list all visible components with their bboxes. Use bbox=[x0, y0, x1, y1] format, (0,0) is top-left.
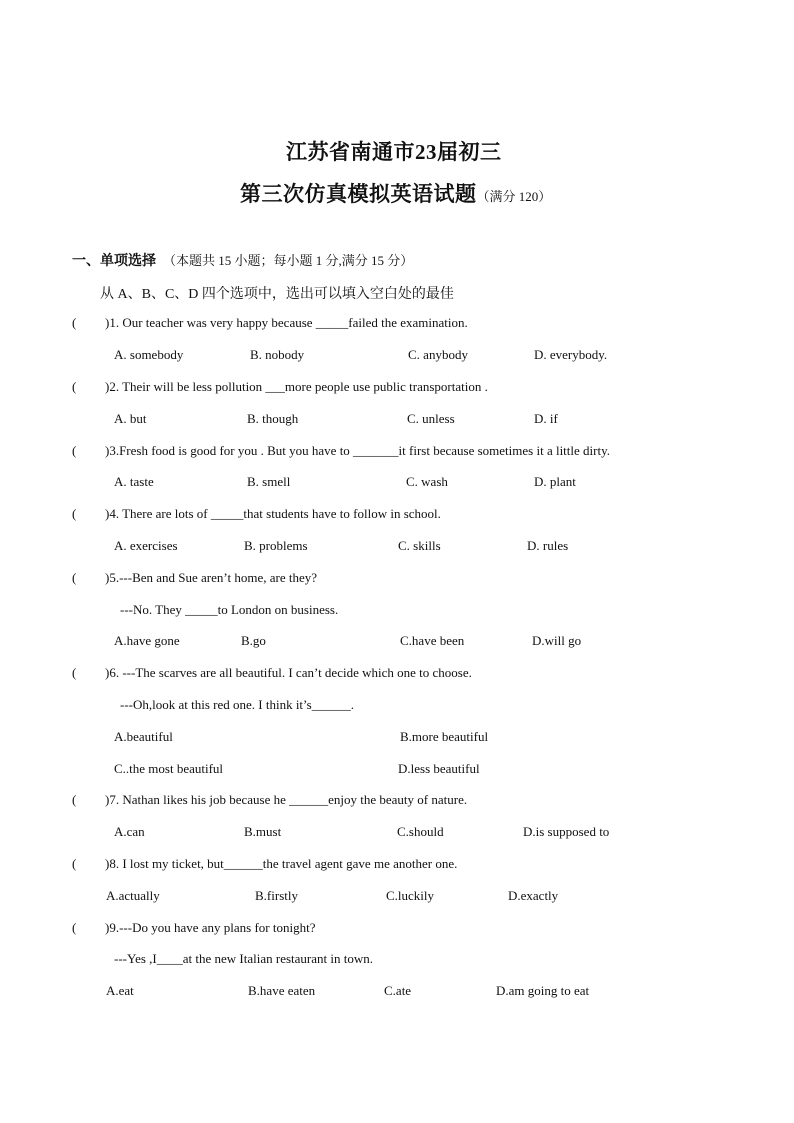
option-c: C.ate bbox=[384, 983, 412, 998]
question-stem: )3.Fresh food is good for you . But you have to _______it first because sometimes it a little dirty. bbox=[105, 443, 611, 458]
answer-paren[interactable]: ( bbox=[72, 443, 77, 458]
option-d: D. plant bbox=[534, 474, 576, 489]
question-5 bbox=[72, 570, 317, 586]
option-a: A. but bbox=[114, 411, 147, 426]
option-c: C. unless bbox=[407, 411, 455, 426]
answer-paren[interactable]: ( bbox=[72, 792, 77, 807]
question-reply: ---Yes ,I____at the new Italian restaurant in town. bbox=[114, 951, 373, 966]
question-1 bbox=[72, 315, 468, 331]
option-b: B. problems bbox=[244, 538, 308, 553]
answer-paren[interactable]: ( bbox=[72, 506, 77, 521]
answer-paren[interactable]: ( bbox=[72, 379, 77, 394]
option-d: D. everybody. bbox=[534, 347, 608, 362]
section-title: 一、单项选择 bbox=[72, 254, 156, 269]
option-c: C. wash bbox=[406, 474, 448, 489]
question-stem: )8. I lost my ticket, but______the travel agent gave me another one. bbox=[105, 856, 458, 871]
exam-subtitle: 第三次仿真模拟英语试题 bbox=[240, 182, 477, 206]
question-stem: )2. Their will be less pollution ___more people use public transportation . bbox=[105, 379, 488, 394]
section-heading bbox=[72, 250, 413, 270]
question-stem: )5.---Ben and Sue aren’t home, are they? bbox=[105, 570, 318, 585]
question-4 bbox=[72, 506, 441, 522]
answer-paren[interactable]: ( bbox=[72, 856, 77, 871]
option-d: D. rules bbox=[527, 538, 569, 553]
option-b: B. smell bbox=[247, 474, 291, 489]
option-a: A. somebody bbox=[114, 347, 184, 362]
question-8 bbox=[72, 856, 457, 872]
option-d: D.less beautiful bbox=[398, 761, 480, 776]
option-a: A.can bbox=[114, 824, 145, 839]
section-instruction: 从 A、B、C、D 四个选项中，选出可以填入空白处的最佳 bbox=[100, 287, 454, 302]
option-b: B. nobody bbox=[250, 347, 305, 362]
question-stem: )7. Nathan likes his job because he ______enjoy the beauty of nature. bbox=[105, 792, 468, 807]
option-d: D. if bbox=[534, 411, 558, 426]
answer-paren[interactable]: ( bbox=[72, 315, 77, 330]
option-c: C. skills bbox=[398, 538, 441, 553]
option-b: B.firstly bbox=[255, 888, 298, 903]
option-c: C. anybody bbox=[408, 347, 468, 362]
option-a: A.actually bbox=[106, 888, 160, 903]
option-c: C.should bbox=[397, 824, 444, 839]
option-d: D.is supposed to bbox=[523, 824, 610, 839]
option-a: A. exercises bbox=[114, 538, 178, 553]
option-c: C.have been bbox=[400, 633, 465, 648]
option-a: A.have gone bbox=[114, 633, 180, 648]
question-stem: )4. There are lots of _____that students have to follow in school. bbox=[105, 506, 441, 521]
question-3 bbox=[72, 443, 610, 459]
answer-paren[interactable]: ( bbox=[72, 920, 77, 935]
option-b: B.have eaten bbox=[248, 983, 316, 998]
exam-title-line1: 江苏省南通市23届初三 bbox=[286, 140, 502, 164]
section-note: （本题共 15 小题；每小题 1 分,满分 15 分） bbox=[163, 253, 414, 268]
option-d: D.will go bbox=[532, 633, 582, 648]
option-d: D.am going to eat bbox=[496, 983, 590, 998]
option-b: B. though bbox=[247, 411, 299, 426]
question-stem: )9.---Do you have any plans for tonight? bbox=[105, 920, 316, 935]
option-a: A.beautiful bbox=[114, 729, 173, 744]
option-b: B.go bbox=[241, 633, 266, 648]
option-c: C..the most beautiful bbox=[114, 761, 224, 776]
answer-paren[interactable]: ( bbox=[72, 570, 77, 585]
question-6 bbox=[72, 665, 472, 681]
question-reply: ---Oh,look at this red one. I think it’s______. bbox=[120, 697, 354, 712]
question-7 bbox=[72, 792, 467, 808]
answer-paren[interactable]: ( bbox=[72, 665, 77, 680]
question-9 bbox=[72, 920, 315, 936]
exam-title-line2 bbox=[240, 178, 551, 208]
question-stem: )1. Our teacher was very happy because _____failed the examination. bbox=[105, 315, 468, 330]
option-d: D.exactly bbox=[508, 888, 559, 903]
score-note: （满分 120） bbox=[476, 189, 552, 204]
option-c: C.luckily bbox=[386, 888, 435, 903]
option-b: B.more beautiful bbox=[400, 729, 489, 744]
option-a: A.eat bbox=[106, 983, 134, 998]
question-2 bbox=[72, 379, 488, 395]
question-stem: )6. ---The scarves are all beautiful. I can’t decide which one to choose. bbox=[105, 665, 472, 680]
question-reply: ---No. They _____to London on business. bbox=[120, 602, 339, 617]
option-a: A. taste bbox=[114, 474, 154, 489]
option-b: B.must bbox=[244, 824, 282, 839]
